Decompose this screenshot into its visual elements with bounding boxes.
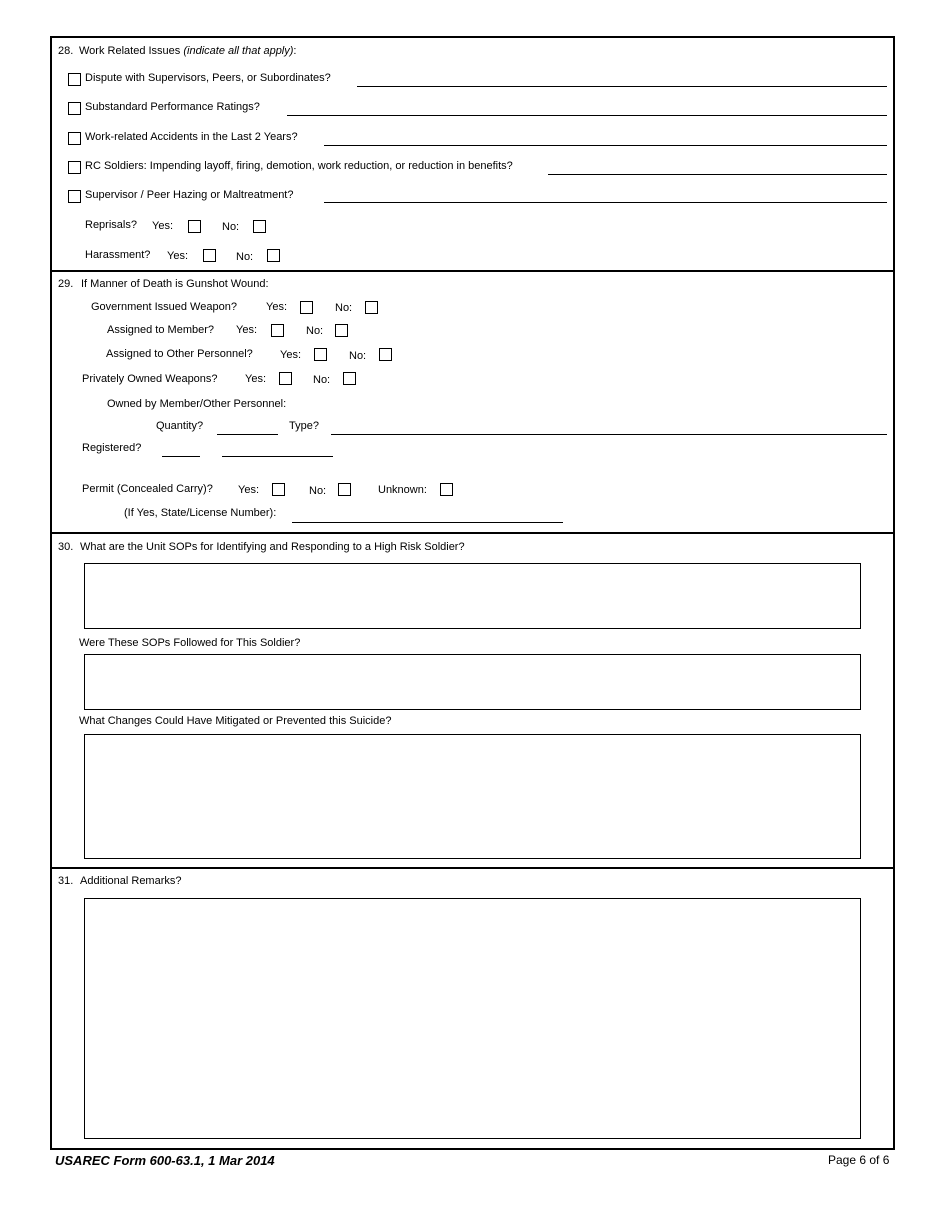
work-accidents-details-line[interactable] (324, 145, 887, 146)
section-28 (52, 38, 893, 271)
permit-no-checkbox[interactable] (338, 483, 351, 496)
reprisals-no-checkbox[interactable] (253, 220, 266, 233)
reprisals-yes-checkbox[interactable] (188, 220, 201, 233)
assigned-member-label: Assigned to Member? (107, 324, 214, 336)
dispute-checkbox[interactable] (68, 73, 81, 86)
permit-label: Permit (Concealed Carry)? (82, 483, 213, 495)
registered-label: Registered? (82, 442, 142, 454)
private-weapons-no-label: No: (313, 374, 331, 386)
additional-remarks-label: Additional Remarks? (80, 875, 182, 887)
assigned-other-yes-label: Yes: (280, 349, 302, 361)
reprisals-yes-label: Yes: (152, 220, 174, 232)
license-field-line[interactable] (292, 522, 563, 523)
harassment-label: Harassment? (85, 249, 151, 261)
additional-remarks-textarea[interactable] (84, 898, 861, 1139)
assigned-member-no-checkbox[interactable] (335, 324, 348, 337)
permit-no-label: No: (309, 485, 327, 497)
dispute-details-line[interactable] (357, 86, 887, 87)
sops-followed-question: Were These SOPs Followed for This Soldier? (79, 637, 301, 649)
unit-sops-question: What are the Unit SOPs for Identifying and Responding to a High Risk Soldier? (80, 541, 465, 553)
reprisals-label: Reprisals? (85, 219, 137, 231)
assigned-other-no-label: No: (349, 350, 367, 362)
license-label: (If Yes, State/License Number): (124, 507, 277, 519)
mitigating-changes-textarea[interactable] (84, 734, 861, 859)
assigned-member-yes-label: Yes: (236, 324, 258, 336)
permit-unknown-label: Unknown: (378, 484, 427, 496)
gov-weapon-yes-label: Yes: (266, 301, 288, 313)
harassment-yes-label: Yes: (167, 250, 189, 262)
gov-weapon-yes-checkbox[interactable] (300, 301, 313, 314)
gov-weapon-no-checkbox[interactable] (365, 301, 378, 314)
quantity-field-line[interactable] (217, 434, 278, 435)
harassment-no-checkbox[interactable] (267, 249, 280, 262)
owned-by-label: Owned by Member/Other Personnel: (107, 398, 287, 410)
section-29-title: If Manner of Death is Gunshot Wound: (81, 278, 269, 290)
gov-weapon-no-label: No: (335, 302, 353, 314)
work-accidents-label: Work-related Accidents in the Last 2 Years? (85, 131, 298, 143)
permit-yes-label: Yes: (238, 484, 260, 496)
hazing-details-line[interactable] (324, 202, 887, 203)
reprisals-no-label: No: (222, 221, 240, 233)
assigned-other-yes-checkbox[interactable] (314, 348, 327, 361)
hazing-label: Supervisor / Peer Hazing or Maltreatment? (85, 189, 294, 201)
section-31 (52, 869, 893, 1148)
private-weapons-no-checkbox[interactable] (343, 372, 356, 385)
section-30 (52, 534, 893, 867)
mitigating-changes-question: What Changes Could Have Mitigated or Prevented this Suicide? (79, 715, 392, 727)
assigned-other-no-checkbox[interactable] (379, 348, 392, 361)
section-28-title: Work Related Issues (indicate all that apply): (79, 45, 297, 57)
unit-sops-textarea[interactable] (84, 563, 861, 629)
substandard-ratings-details-line[interactable] (287, 115, 887, 116)
section-31-number: 31. (58, 875, 74, 887)
form-identifier: USAREC Form 600-63.1, 1 Mar 2014 (55, 1153, 275, 1168)
type-field-line[interactable] (331, 434, 887, 435)
section-28-number: 28. (58, 45, 74, 57)
permit-unknown-checkbox[interactable] (440, 483, 453, 496)
assigned-member-yes-checkbox[interactable] (271, 324, 284, 337)
sops-followed-textarea[interactable] (84, 654, 861, 710)
type-label: Type? (289, 420, 319, 432)
work-accidents-checkbox[interactable] (68, 132, 81, 145)
page-number: Page 6 of 6 (828, 1153, 890, 1167)
permit-yes-checkbox[interactable] (272, 483, 285, 496)
registered-field-line[interactable] (162, 456, 200, 457)
section-29 (52, 272, 893, 532)
rc-soldiers-details-line[interactable] (548, 174, 887, 175)
substandard-ratings-label: Substandard Performance Ratings? (85, 101, 260, 113)
harassment-no-label: No: (236, 251, 254, 263)
gov-weapon-label: Government Issued Weapon? (91, 301, 237, 313)
form-page (50, 36, 895, 1150)
section-29-number: 29. (58, 278, 74, 290)
private-weapons-yes-checkbox[interactable] (279, 372, 292, 385)
section-30-number: 30. (58, 541, 74, 553)
substandard-ratings-checkbox[interactable] (68, 102, 81, 115)
assigned-member-no-label: No: (306, 325, 324, 337)
rc-soldiers-checkbox[interactable] (68, 161, 81, 174)
hazing-checkbox[interactable] (68, 190, 81, 203)
rc-soldiers-label: RC Soldiers: Impending layoff, firing, demotion, work reduction, or reduction in benefits? (85, 160, 513, 172)
private-weapons-yes-label: Yes: (245, 373, 267, 385)
harassment-yes-checkbox[interactable] (203, 249, 216, 262)
assigned-other-label: Assigned to Other Personnel? (106, 348, 253, 360)
dispute-label: Dispute with Supervisors, Peers, or Subordinates? (85, 72, 331, 84)
registered-field-line-2[interactable] (222, 456, 333, 457)
quantity-label: Quantity? (156, 420, 204, 432)
private-weapons-label: Privately Owned Weapons? (82, 373, 218, 385)
